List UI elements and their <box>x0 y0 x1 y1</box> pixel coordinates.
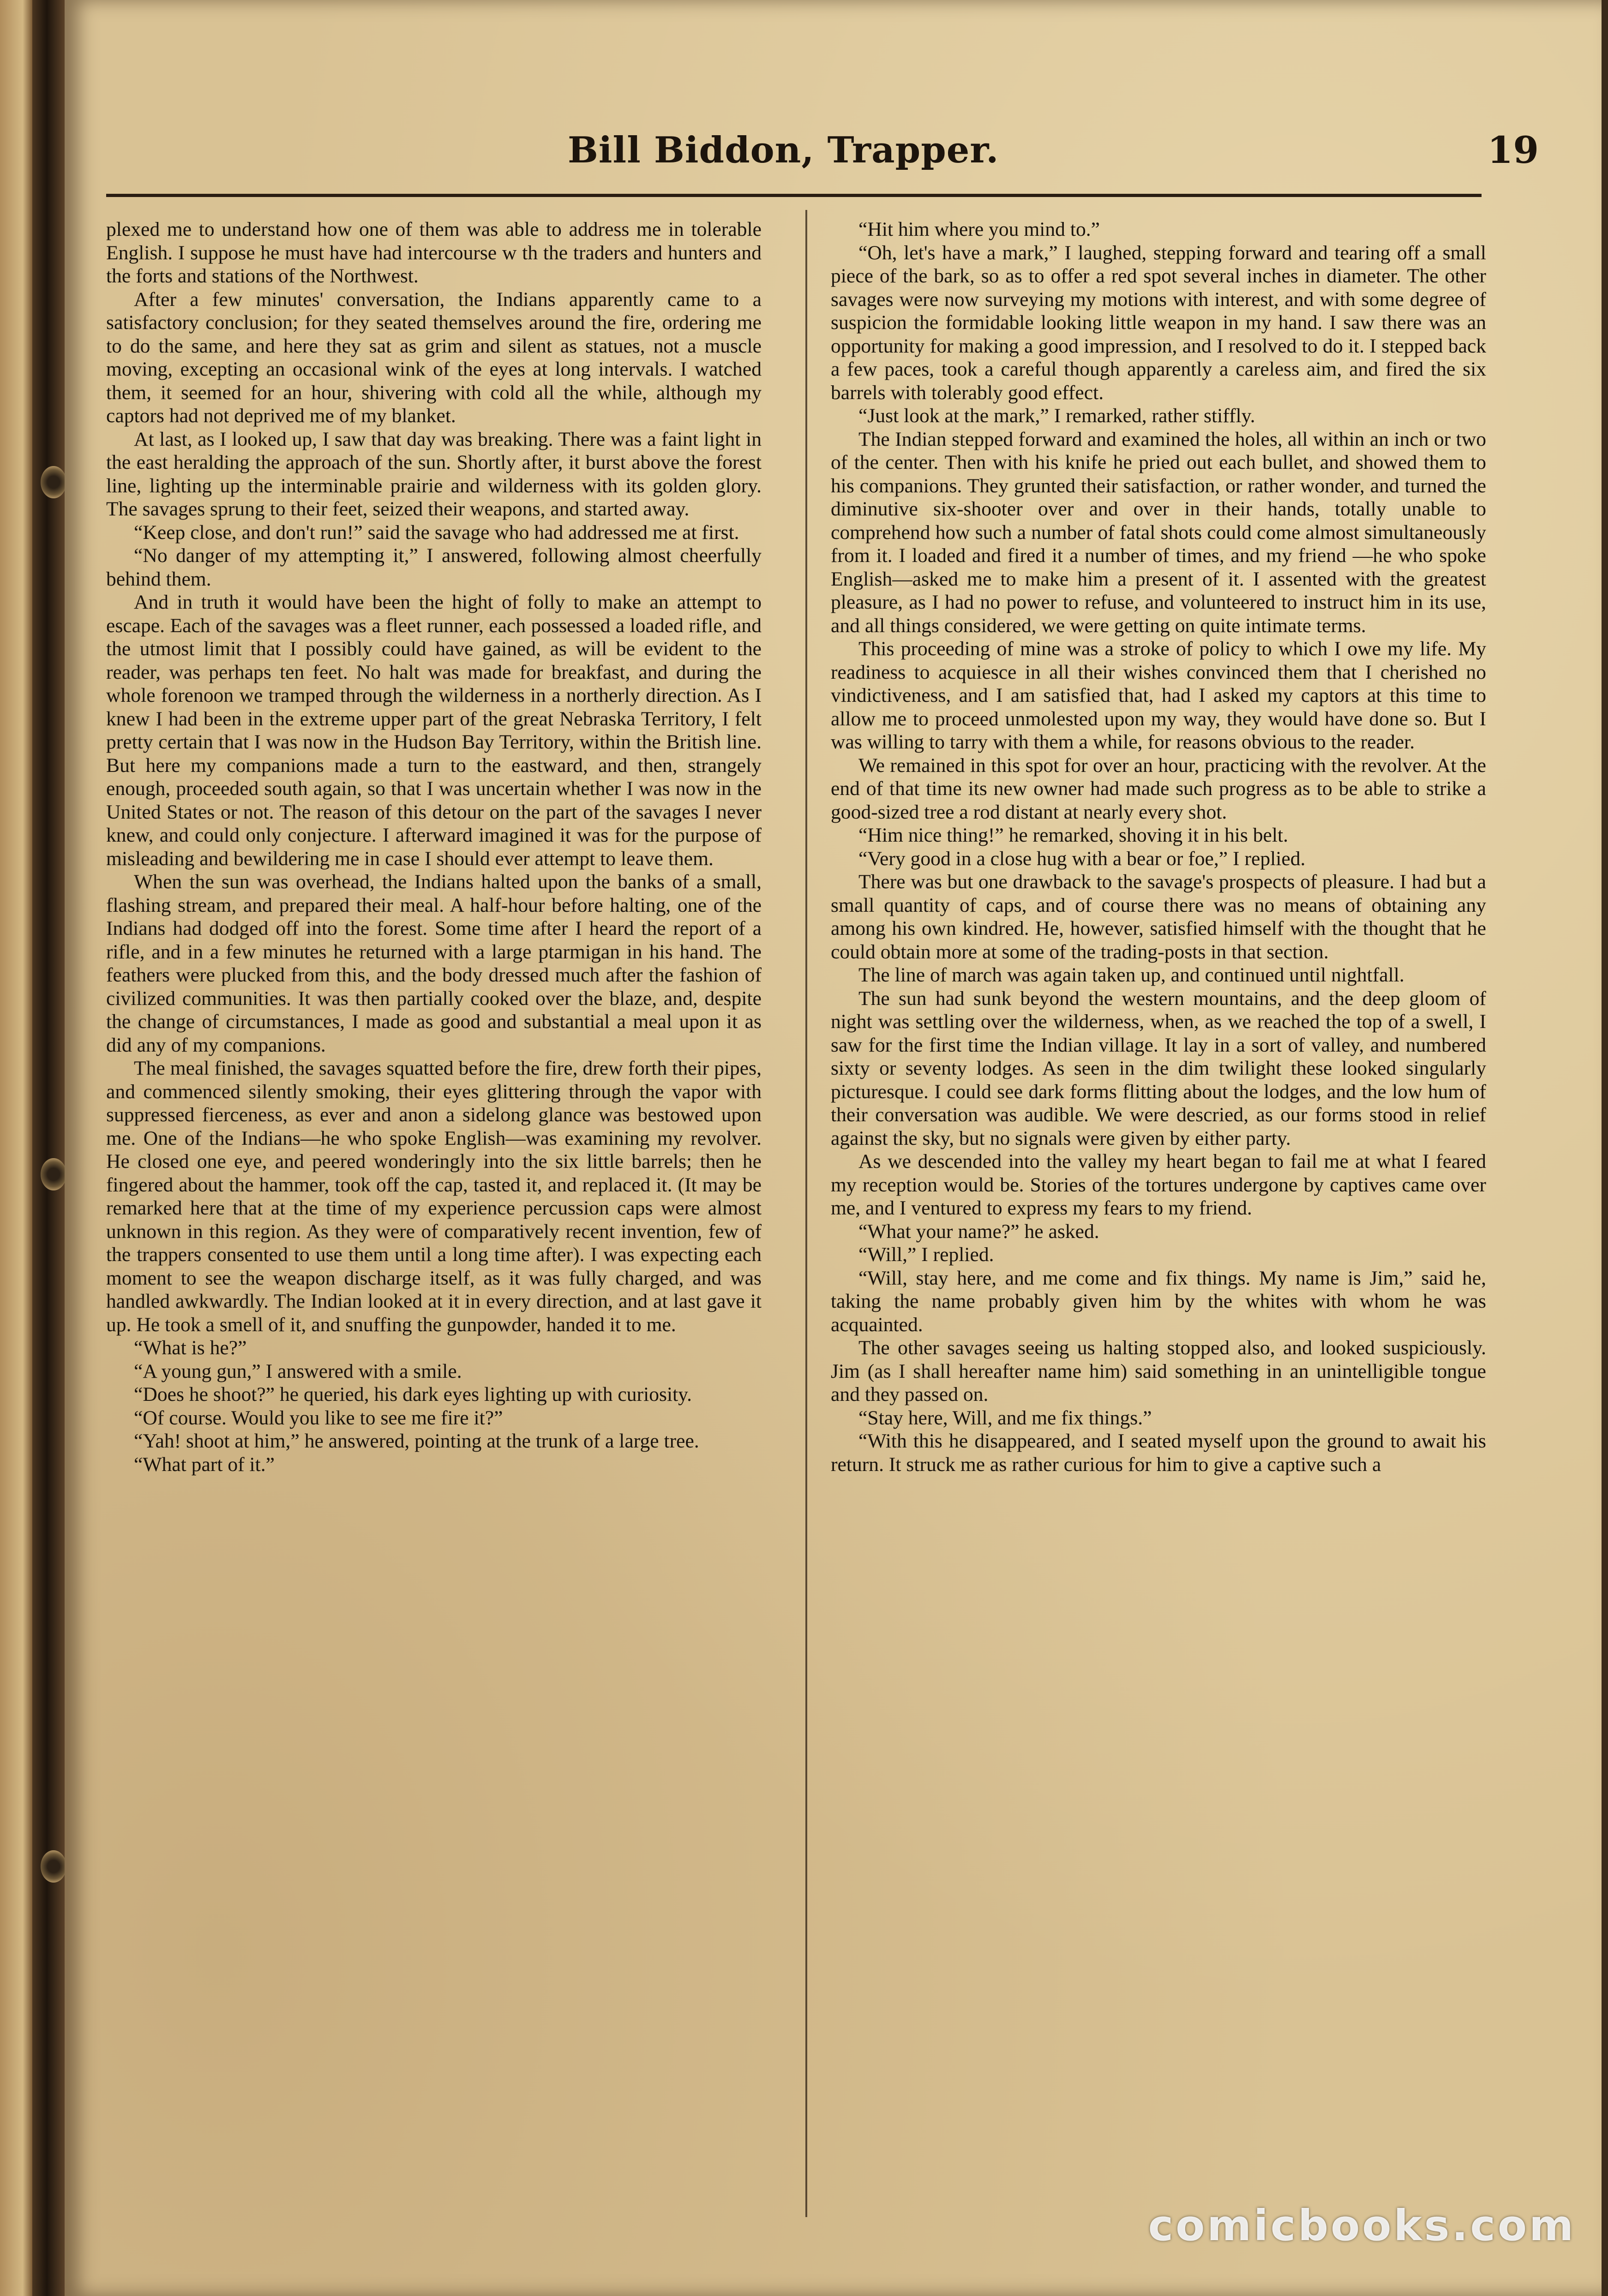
header-rule <box>106 194 1482 197</box>
paragraph: The other savages seeing us halting stopped also, and looked suspiciously. Jim (as I shall hereafter name him) said something in an unintelligible tongue and they passed on. <box>831 1337 1486 1405</box>
binding-hole <box>41 1850 66 1883</box>
paragraph: “Hit him where you mind to.” <box>858 218 1100 240</box>
facing-page-edge <box>0 0 32 2296</box>
binding-gutter <box>32 0 65 2296</box>
paragraph: “Stay here, Will, and me fix things.” <box>858 1406 1152 1429</box>
paragraph: “Yah! shoot at him,” he answered, pointing at the trunk of a large tree. <box>134 1430 699 1452</box>
paragraph: “Very good in a close hug with a bear or foe,” I replied. <box>858 847 1306 870</box>
running-head: Bill Biddon, Trapper. <box>568 129 999 171</box>
paragraph: After a few minutes' conversation, the Indians apparently came to a satisfactory conclusion; for they seated themselves around the fire, ordering me to do the same, and here they sat as grim and silent as statues, not a muscle moving, excepting an occasional wink of the eyes at long intervals. I watched them, it seemed for an hour, shivering with cold all the while, although my captors had not deprived me of my blanket. <box>106 288 762 427</box>
paragraph: “What is he?” <box>134 1337 247 1359</box>
paragraph: “Oh, let's have a mark,” I laughed, stepping forward and tearing off a small piece of the bark, so as to offer a red spot several inches in diameter. The other savages were now surveying my motions with interest, and with some degree of suspicion the formidable looking little weapon in my hand. I saw there was an opportunity for making a good impression, and I resolved to do it. I stepped back a few paces, took a careful though apparently a careless aim, and fired the six barrels with tolerably good effect. <box>831 241 1486 404</box>
paragraph: “Will, stay here, and me come and fix things. My name is Jim,” said he, taking the name probably given him by the whites with whom he was acquainted. <box>831 1267 1486 1336</box>
paragraph: “What your name?” he asked. <box>858 1220 1099 1243</box>
paragraph: “Just look at the mark,” I remarked, rather stiffly. <box>858 405 1255 427</box>
paragraph: “Keep close, and don't run!” said the savage who had addressed me at first. <box>134 521 739 544</box>
right-text-column <box>831 218 1486 2248</box>
paragraph: At last, as I looked up, I saw that day was breaking. There was a faint light in the east heralding the approach of the sun. Shortly after, it burst above the forest line, lighting up the interminable prairie and wilderness with its golden glory. The savages sprung to their feet, seized their weapons, and started away. <box>106 428 762 520</box>
paragraph: This proceeding of mine was a stroke of policy to which I owe my life. My readiness to acquiesce in all their wishes convinced them that I cherished no vindictiveness, and I am satisfied that, had I asked my captors at this time to allow me to proceed unmolested upon my way, they would have done so. But I was willing to tarry with them a while, for reasons obvious to the reader. <box>831 638 1486 753</box>
paragraph: “Of course. Would you like to see me fire it?” <box>134 1406 503 1429</box>
left-text-column <box>106 218 762 2248</box>
page-number: 19 <box>1487 128 1539 172</box>
page-right-edge <box>1602 0 1608 2296</box>
paragraph: There was but one drawback to the savage's prospects of pleasure. I had but a small quantity of caps, and of course there was no means of obtaining any among his own kindred. He, however, satisfied himself with the thought that he could obtain more at some of the trading-posts in that section. <box>831 871 1486 963</box>
paragraph: The sun had sunk beyond the western mountains, and the deep gloom of night was settling over the wilderness, when, as we reached the top of a swell, I saw for the first time the Indian village. It lay in a sort of valley, and numbered sixty or seventy lodges. As seen in the dim twilight these looked singularly picturesque. I could see dark forms flitting about the lodges, and the low hum of their conversation was audible. We were descried, as our forms stood in relief against the sky, but no signals were given by either party. <box>831 987 1486 1149</box>
paragraph: “Does he shoot?” he queried, his dark eyes lighting up with curiosity. <box>134 1383 692 1405</box>
paragraph: We remained in this spot for over an hour, practicing with the revolver. At the end of that time its new owner had made such progress as to be able to strike a good-sized tree a rod distant at nearly every shot. <box>831 754 1486 823</box>
paragraph: “No danger of my attempting it,” I answered, following almost cheerfully behind them. <box>106 544 762 590</box>
paragraph: And in truth it would have been the hight of folly to make an attempt to escape. Each of the savages was a fleet runner, each possessed a loaded rifle, and the utmost limit that I possibly could have gained, as will be evident to the reader, was perhaps ten feet. No halt was made for breakfast, and during the whole forenoon we tramped through the wilderness in a northerly direction. As I knew I had been in the extreme upper part of the great Nebraska Territory, I felt pretty certain that I was now in the Hudson Bay Territory, within the British line. But here my companions made a turn to the eastward, and then, strangely enough, proceeded south again, so that I was uncertain whether I was now in the United States or not. The reason of this detour on the part of the savages I never knew, and could only conjecture. I afterward imagined it was for the purpose of misleading and bewildering me in case I should ever attempt to leave them. <box>106 591 762 870</box>
paragraph: The meal finished, the savages squatted before the fire, drew forth their pipes, and commenced silently smoking, their eyes glittering through the vapor with suppressed fierceness, as ever and anon a sidelong glance was bestowed upon me. One of the Indians—he who spoke English—was examining my revolver. He closed one eye, and peered wonderingly into the six little barrels; then he fingered about the hammer, took off the cap, tasted it, and replaced it. (It may be remarked here that at the time of my experience percussion caps were almost unknown in this region. As they were of comparatively recent invention, few of the trappers consented to use them until a long time after). I was expecting each moment to see the weapon discharge itself, as it was fully charged, and was handled awkwardly. The Indian looked at it in every direction, and at last gave it up. He took a smell of it, and snuffing the gunpowder, handed it to me. <box>106 1057 762 1336</box>
paragraph: “A young gun,” I answered with a smile. <box>134 1360 462 1382</box>
binding-hole <box>41 466 66 498</box>
site-watermark: comicbooks.com <box>1148 2201 1576 2250</box>
paragraph: The line of march was again taken up, and continued until nightfall. <box>858 964 1404 986</box>
paragraph: As we descended into the valley my heart began to fail me at what I feared my reception would be. Stories of the tortures undergone by captives came over me, and I ventured to express my fears to my friend. <box>831 1150 1486 1219</box>
column-divider <box>805 210 807 2217</box>
paragraph: “What part of it.” <box>134 1453 275 1476</box>
paragraph: “Will,” I replied. <box>858 1244 994 1266</box>
paragraph: When the sun was overhead, the Indians halted upon the banks of a small, flashing stream, and prepared their meal. A half-hour before halting, one of the Indians had dodged off into the forest. Some time after I heard the report of a rifle, and in a few minutes he returned with a large ptarmigan in his hand. The feathers were plucked from this, and the body dressed much after the fashion of civilized communities. It was then partially cooked over the blaze, and, despite the change of circumstances, I made as good and substantial a meal upon it as did any of my companions. <box>106 871 762 1056</box>
paragraph: “With this he disappeared, and I seated myself upon the ground to await his return. It struck me as rather curious for him to give a captive such a <box>831 1430 1486 1476</box>
binding-hole <box>41 1158 66 1190</box>
paragraph: “Him nice thing!” he remarked, shoving it in his belt. <box>858 824 1288 846</box>
paragraph: The Indian stepped forward and examined the holes, all within an inch or two of the center. Then with his knife he pried out each bullet, and showed them to his companions. They grunted their satisfaction, or rather wonder, and turned the diminutive six-shooter over and over in their hands, totally unable to comprehend how such a number of fatal shots could come almost simultaneously from it. I loaded and fired it a number of times, and my friend —he who spoke English—asked me to make him a present of it. I assented with the greatest pleasure, as I had no power to refuse, and volunteered to instruct him in its use, and all things considered, we were getting on quite intimate terms. <box>831 428 1486 637</box>
paragraph: plexed me to understand how one of them was able to address me in tolerable English. I suppose he must have had intercourse w th the traders and hunters and the forts and stations of the Northwest. <box>106 218 762 287</box>
